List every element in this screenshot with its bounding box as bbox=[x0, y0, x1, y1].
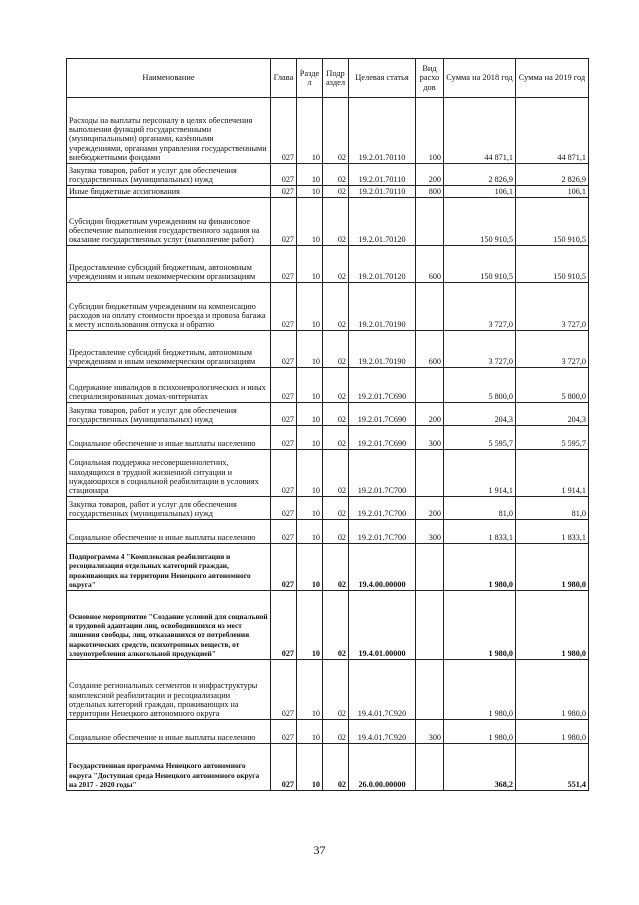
cell-glava: 027 bbox=[271, 198, 297, 246]
cell-target: 19.2.01.7С690 bbox=[349, 426, 416, 450]
table-row bbox=[67, 403, 589, 426]
cell-target: 19.2.01.7С690 bbox=[349, 403, 416, 426]
cell-podrazdel: 02 bbox=[323, 426, 349, 450]
cell-glava: 027 bbox=[271, 331, 297, 368]
cell-target: 19.2.01.70120 bbox=[349, 198, 416, 246]
table-row bbox=[67, 283, 589, 331]
cell-razdel: 10 bbox=[297, 450, 323, 497]
table-body bbox=[67, 98, 589, 791]
cell-vid: 200 bbox=[416, 403, 444, 426]
cell-target: 19.4.01.00000 bbox=[349, 591, 416, 660]
cell-sum2019: 44 871,1 bbox=[516, 98, 589, 164]
cell-target: 19.2.01.7С700 bbox=[349, 497, 416, 520]
cell-razdel: 10 bbox=[297, 520, 323, 544]
cell-target: 26.0.00.00000 bbox=[349, 744, 416, 791]
cell-name: Иные бюджетные ассигнования bbox=[67, 186, 271, 198]
cell-razdel: 10 bbox=[297, 591, 323, 660]
cell-vid bbox=[416, 283, 444, 331]
cell-sum2019: 2 826,9 bbox=[516, 164, 589, 186]
table-row bbox=[67, 368, 589, 403]
cell-target: 19.2.01.70120 bbox=[349, 246, 416, 283]
table-row bbox=[67, 198, 589, 246]
page-number: 37 bbox=[313, 843, 326, 857]
cell-target: 19.4.01.7С920 bbox=[349, 720, 416, 744]
cell-glava: 027 bbox=[271, 246, 297, 283]
cell-name: Социальное обеспечение и иные выплаты населению bbox=[67, 720, 271, 744]
cell-sum2019: 1 980,0 bbox=[516, 660, 589, 720]
budget-table bbox=[66, 58, 589, 791]
cell-podrazdel: 02 bbox=[323, 720, 349, 744]
cell-target: 19.2.01.70190 bbox=[349, 331, 416, 368]
cell-glava: 027 bbox=[271, 520, 297, 544]
cell-name: Социальное обеспечение и иные выплаты населению bbox=[67, 426, 271, 450]
cell-glava: 027 bbox=[271, 98, 297, 164]
cell-glava: 027 bbox=[271, 426, 297, 450]
cell-podrazdel: 02 bbox=[323, 497, 349, 520]
cell-glava: 027 bbox=[271, 544, 297, 591]
cell-vid: 200 bbox=[416, 164, 444, 186]
cell-name: Социальное обеспечение и иные выплаты населению bbox=[67, 520, 271, 544]
cell-name: Предоставление субсидий бюджетным, автономным учреждениям и иным некоммерческим организациям bbox=[67, 246, 271, 283]
cell-sum2019: 150 910,5 bbox=[516, 198, 589, 246]
cell-sum2019: 106,1 bbox=[516, 186, 589, 198]
cell-sum2018: 3 727,0 bbox=[444, 283, 516, 331]
cell-sum2018: 3 727,0 bbox=[444, 331, 516, 368]
cell-razdel: 10 bbox=[297, 426, 323, 450]
table-row bbox=[67, 164, 589, 186]
cell-podrazdel: 02 bbox=[323, 331, 349, 368]
table-row bbox=[67, 720, 589, 744]
cell-glava: 027 bbox=[271, 660, 297, 720]
cell-name: Создание региональных сегментов и инфраструктуры комплексной реабилитации и ресоциализации отдельных категорий граждан, проживающих на территории Ненецкого автономного округа bbox=[67, 660, 271, 720]
cell-razdel: 10 bbox=[297, 497, 323, 520]
cell-vid: 200 bbox=[416, 497, 444, 520]
header-sum-2019: Сумма на 2019 год bbox=[516, 59, 589, 98]
cell-podrazdel: 02 bbox=[323, 283, 349, 331]
cell-name: Социальная поддержка несовершеннолетних, находящихся в трудной жизненной ситуации и нуждающихся в социальной реабилитации в условиях стационара bbox=[67, 450, 271, 497]
cell-sum2018: 44 871,1 bbox=[444, 98, 516, 164]
cell-razdel: 10 bbox=[297, 98, 323, 164]
cell-vid: 600 bbox=[416, 331, 444, 368]
cell-target: 19.2.01.70110 bbox=[349, 164, 416, 186]
cell-razdel: 10 bbox=[297, 331, 323, 368]
cell-sum2019: 81,0 bbox=[516, 497, 589, 520]
cell-podrazdel: 02 bbox=[323, 591, 349, 660]
cell-glava: 027 bbox=[271, 186, 297, 198]
table-row bbox=[67, 544, 589, 591]
cell-target: 19.2.01.7С690 bbox=[349, 368, 416, 403]
cell-vid bbox=[416, 660, 444, 720]
header-vid: Вид расхо дов bbox=[416, 59, 444, 98]
cell-glava: 027 bbox=[271, 368, 297, 403]
cell-name: Субсидии бюджетным учреждениям на компенсацию расходов на оплату стоимости проезда и провоза багажа к месту использования отпуска и обратно bbox=[67, 283, 271, 331]
cell-podrazdel: 02 bbox=[323, 544, 349, 591]
table-row bbox=[67, 98, 589, 164]
cell-vid: 300 bbox=[416, 426, 444, 450]
cell-podrazdel: 02 bbox=[323, 368, 349, 403]
cell-target: 19.4.00.00000 bbox=[349, 544, 416, 591]
cell-sum2019: 204,3 bbox=[516, 403, 589, 426]
cell-sum2018: 5 800,0 bbox=[444, 368, 516, 403]
cell-sum2018: 1 980,0 bbox=[444, 591, 516, 660]
cell-name: Закупка товаров, работ и услуг для обеспечения государственных (муниципальных) нужд bbox=[67, 497, 271, 520]
cell-sum2018: 1 980,0 bbox=[444, 720, 516, 744]
cell-vid: 300 bbox=[416, 720, 444, 744]
cell-glava: 027 bbox=[271, 744, 297, 791]
header-name: Наименование bbox=[67, 59, 271, 98]
cell-target: 19.2.01.7С700 bbox=[349, 520, 416, 544]
header-razdel: Разде л bbox=[297, 59, 323, 98]
cell-target: 19.2.01.7С700 bbox=[349, 450, 416, 497]
cell-razdel: 10 bbox=[297, 660, 323, 720]
cell-vid: 100 bbox=[416, 98, 444, 164]
cell-razdel: 10 bbox=[297, 186, 323, 198]
cell-sum2019: 150 910,5 bbox=[516, 246, 589, 283]
cell-podrazdel: 02 bbox=[323, 98, 349, 164]
cell-razdel: 10 bbox=[297, 720, 323, 744]
cell-target: 19.2.01.70110 bbox=[349, 186, 416, 198]
cell-sum2019: 1 914,1 bbox=[516, 450, 589, 497]
cell-podrazdel: 02 bbox=[323, 744, 349, 791]
table-row bbox=[67, 497, 589, 520]
cell-sum2019: 5 800,0 bbox=[516, 368, 589, 403]
cell-sum2018: 2 826,9 bbox=[444, 164, 516, 186]
cell-razdel: 10 bbox=[297, 164, 323, 186]
cell-glava: 027 bbox=[271, 164, 297, 186]
cell-vid bbox=[416, 591, 444, 660]
cell-name: Государственная программа Ненецкого автономного округа "Доступная среда Ненецкого автономного округа на 2017 - 2020 годы" bbox=[67, 744, 271, 791]
cell-podrazdel: 02 bbox=[323, 660, 349, 720]
cell-sum2019: 551,4 bbox=[516, 744, 589, 791]
cell-vid bbox=[416, 368, 444, 403]
cell-podrazdel: 02 bbox=[323, 403, 349, 426]
cell-name: Закупка товаров, работ и услуг для обеспечения государственных (муниципальных) нужд bbox=[67, 403, 271, 426]
cell-vid bbox=[416, 744, 444, 791]
cell-sum2018: 1 980,0 bbox=[444, 660, 516, 720]
cell-razdel: 10 bbox=[297, 744, 323, 791]
table-row bbox=[67, 426, 589, 450]
cell-sum2018: 1 980,0 bbox=[444, 544, 516, 591]
table-row bbox=[67, 591, 589, 660]
cell-sum2019: 3 727,0 bbox=[516, 283, 589, 331]
header-sum-2018: Сумма на 2018 год bbox=[444, 59, 516, 98]
cell-sum2019: 3 727,0 bbox=[516, 331, 589, 368]
cell-sum2019: 1 980,0 bbox=[516, 591, 589, 660]
cell-glava: 027 bbox=[271, 720, 297, 744]
cell-vid: 800 bbox=[416, 186, 444, 198]
cell-target: 19.4.01.7С920 bbox=[349, 660, 416, 720]
cell-name: Содержание инвалидов в психоневрологических и иных специализированных домах-интернатах bbox=[67, 368, 271, 403]
cell-sum2018: 204,3 bbox=[444, 403, 516, 426]
cell-target: 19.2.01.70190 bbox=[349, 283, 416, 331]
cell-sum2019: 1 980,0 bbox=[516, 544, 589, 591]
table-row bbox=[67, 246, 589, 283]
table-row bbox=[67, 660, 589, 720]
cell-sum2019: 1 980,0 bbox=[516, 720, 589, 744]
cell-glava: 027 bbox=[271, 450, 297, 497]
cell-name: Закупка товаров, работ и услуг для обеспечения государственных (муниципальных) нужд bbox=[67, 164, 271, 186]
cell-name: Предоставление субсидий бюджетным, автономным учреждениям и иным некоммерческим организациям bbox=[67, 331, 271, 368]
cell-podrazdel: 02 bbox=[323, 164, 349, 186]
cell-razdel: 10 bbox=[297, 403, 323, 426]
cell-vid bbox=[416, 544, 444, 591]
cell-glava: 027 bbox=[271, 591, 297, 660]
cell-sum2018: 150 910,5 bbox=[444, 246, 516, 283]
cell-sum2019: 5 595,7 bbox=[516, 426, 589, 450]
cell-podrazdel: 02 bbox=[323, 450, 349, 497]
cell-razdel: 10 bbox=[297, 283, 323, 331]
cell-sum2019: 1 833,1 bbox=[516, 520, 589, 544]
cell-target: 19.2.01.70110 bbox=[349, 98, 416, 164]
cell-sum2018: 1 914,1 bbox=[444, 450, 516, 497]
table-row bbox=[67, 331, 589, 368]
cell-vid: 300 bbox=[416, 520, 444, 544]
cell-vid: 600 bbox=[416, 246, 444, 283]
cell-sum2018: 106,1 bbox=[444, 186, 516, 198]
cell-razdel: 10 bbox=[297, 198, 323, 246]
cell-name: Основное мероприятие "Создание условий для социальной и трудовой адаптации лиц, освободившихся из мест лишения свободы, лиц, отказавшихся от потребления наркотических средств, психотропных веществ, от злоупотребления алкогольной продукцией" bbox=[67, 591, 271, 660]
cell-glava: 027 bbox=[271, 497, 297, 520]
cell-name: Субсидии бюджетным учреждениям на финансовое обеспечение выполнения государственного задания на оказание государственных услуг (выполнение работ) bbox=[67, 198, 271, 246]
cell-sum2018: 150 910,5 bbox=[444, 198, 516, 246]
table-row bbox=[67, 744, 589, 791]
table-row bbox=[67, 186, 589, 198]
cell-name: Расходы на выплаты персоналу в целях обеспечения выполнения функций государственными (муниципальными) органами, казёнными учреждениями, органами управления государственными внебюджетными фондами bbox=[67, 98, 271, 164]
header-target: Целевая статья bbox=[349, 59, 416, 98]
cell-vid bbox=[416, 450, 444, 497]
cell-razdel: 10 bbox=[297, 246, 323, 283]
header-podrazdel: Подр аздел bbox=[323, 59, 349, 98]
cell-razdel: 10 bbox=[297, 544, 323, 591]
cell-sum2018: 1 833,1 bbox=[444, 520, 516, 544]
cell-sum2018: 368,2 bbox=[444, 744, 516, 791]
table-row bbox=[67, 450, 589, 497]
cell-podrazdel: 02 bbox=[323, 246, 349, 283]
table-row bbox=[67, 520, 589, 544]
cell-glava: 027 bbox=[271, 283, 297, 331]
cell-podrazdel: 02 bbox=[323, 198, 349, 246]
cell-razdel: 10 bbox=[297, 368, 323, 403]
cell-podrazdel: 02 bbox=[323, 520, 349, 544]
cell-sum2018: 81,0 bbox=[444, 497, 516, 520]
cell-name: Подпрограмма 4 "Комплексная реабилитация и ресоциализация отдельных категорий граждан, проживающих на территории Ненецкого автономного округа" bbox=[67, 544, 271, 591]
cell-podrazdel: 02 bbox=[323, 186, 349, 198]
table-header-row bbox=[67, 59, 589, 98]
cell-glava: 027 bbox=[271, 403, 297, 426]
cell-sum2018: 5 595,7 bbox=[444, 426, 516, 450]
header-glava: Глава bbox=[271, 59, 297, 98]
cell-vid bbox=[416, 198, 444, 246]
